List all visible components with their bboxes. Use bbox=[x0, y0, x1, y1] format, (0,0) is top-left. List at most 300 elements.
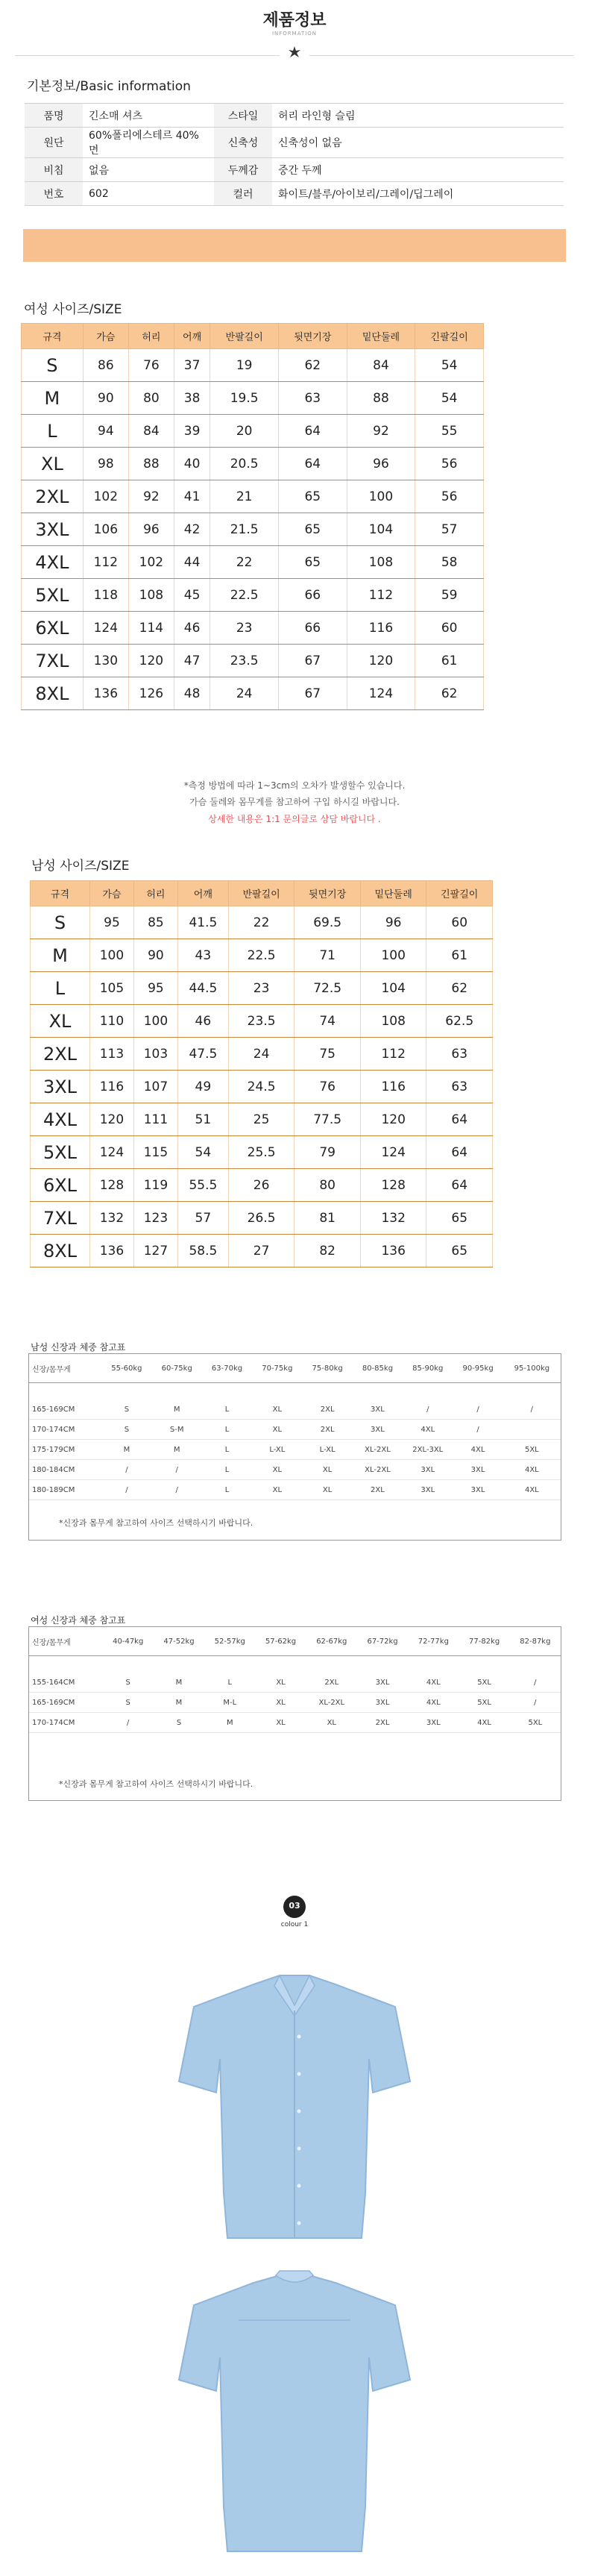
size-cell: 128 bbox=[89, 1169, 133, 1202]
ref-cell: XL bbox=[252, 1400, 302, 1420]
ref-cell: L bbox=[202, 1440, 252, 1460]
ref-cell: S-M bbox=[152, 1420, 202, 1440]
ref-cell: S bbox=[154, 1713, 204, 1733]
size-cell: 58.5 bbox=[177, 1235, 228, 1267]
size-cell: 110 bbox=[89, 1005, 133, 1038]
ref-cell: XL-2XL bbox=[306, 1693, 357, 1713]
size-row bbox=[22, 513, 484, 546]
ref-cell: L bbox=[202, 1400, 252, 1420]
size-cell: 127 bbox=[133, 1235, 177, 1267]
size-cell: 24 bbox=[210, 677, 279, 710]
ref-header-cell: 95-100kg bbox=[503, 1354, 561, 1383]
ref-cell: M bbox=[101, 1440, 151, 1460]
size-label: L bbox=[22, 415, 84, 448]
ref-cell: L-XL bbox=[252, 1440, 302, 1460]
size-cell: 100 bbox=[89, 939, 133, 972]
ref-cell: 5XL bbox=[510, 1713, 561, 1733]
size-row bbox=[31, 939, 493, 972]
size-cell: 96 bbox=[360, 906, 426, 939]
size-cell: 107 bbox=[133, 1071, 177, 1103]
info-value: 화이트/블루/아이보리/그레이/딥그레이 bbox=[272, 182, 564, 206]
size-cell: 24.5 bbox=[228, 1071, 294, 1103]
size-cell: 63 bbox=[426, 1038, 493, 1071]
ref-cell: 3XL bbox=[403, 1480, 453, 1500]
size-cell: 102 bbox=[83, 480, 128, 513]
size-cell: 71 bbox=[294, 939, 361, 972]
ref-cell: 3XL bbox=[353, 1400, 403, 1420]
ref-cell: 2XL bbox=[353, 1480, 403, 1500]
size-cell: 56 bbox=[415, 480, 484, 513]
men-size-table bbox=[30, 880, 493, 1267]
men-size-heading: 남성 사이즈/SIZE bbox=[31, 859, 130, 874]
ref-cell: 4XL bbox=[408, 1673, 459, 1693]
size-cell: 20 bbox=[210, 415, 279, 448]
size-cell: 44.5 bbox=[177, 972, 228, 1005]
info-value: 신축성이 없음 bbox=[272, 128, 564, 158]
size-cell: 23 bbox=[228, 972, 294, 1005]
size-header-cell: 허리 bbox=[133, 881, 177, 906]
size-label: M bbox=[31, 939, 90, 972]
size-cell: 25.5 bbox=[228, 1136, 294, 1169]
size-cell: 41 bbox=[174, 480, 210, 513]
size-label: 7XL bbox=[22, 645, 84, 677]
ref-cell: S bbox=[103, 1673, 154, 1693]
ref-row bbox=[29, 1420, 561, 1440]
basic-info-table bbox=[25, 103, 564, 206]
title-divider-right bbox=[309, 55, 574, 56]
size-cell: 40 bbox=[174, 448, 210, 480]
ref-header-cell: 90-95kg bbox=[453, 1354, 503, 1383]
size-cell: 120 bbox=[89, 1103, 133, 1136]
ref-cell: 3XL bbox=[353, 1420, 403, 1440]
ref-cell: 3XL bbox=[453, 1460, 503, 1480]
size-cell: 23 bbox=[210, 612, 279, 645]
size-cell: 41.5 bbox=[177, 906, 228, 939]
ref-cell: M bbox=[152, 1440, 202, 1460]
size-cell: 48 bbox=[174, 677, 210, 710]
ref-cell: / bbox=[503, 1400, 561, 1420]
ref-cell: / bbox=[152, 1480, 202, 1500]
size-label: 7XL bbox=[31, 1202, 90, 1235]
size-cell: 112 bbox=[83, 546, 128, 579]
size-label: M bbox=[22, 382, 84, 415]
info-key: 번호 bbox=[25, 182, 83, 206]
ref-height: 155-164CM bbox=[29, 1673, 103, 1693]
size-cell: 59 bbox=[415, 579, 484, 612]
size-cell: 111 bbox=[133, 1103, 177, 1136]
size-cell: 51 bbox=[177, 1103, 228, 1136]
size-cell: 69.5 bbox=[294, 906, 361, 939]
size-cell: 20.5 bbox=[210, 448, 279, 480]
size-cell: 108 bbox=[128, 579, 174, 612]
size-row bbox=[31, 972, 493, 1005]
women-size-heading: 여성 사이즈/SIZE bbox=[24, 302, 122, 317]
size-row bbox=[22, 612, 484, 645]
info-key: 비침 bbox=[25, 158, 83, 182]
size-cell: 120 bbox=[128, 645, 174, 677]
ref-cell: M bbox=[204, 1713, 255, 1733]
women-size-table bbox=[21, 323, 484, 710]
size-cell: 44 bbox=[174, 546, 210, 579]
info-key: 신축성 bbox=[214, 128, 272, 158]
size-cell: 92 bbox=[128, 480, 174, 513]
page-subtitle: INFORMATION bbox=[271, 31, 318, 37]
ref-cell: XL bbox=[255, 1713, 306, 1733]
basic-info-heading: 기본정보/Basic information bbox=[27, 79, 191, 94]
size-cell: 49 bbox=[177, 1071, 228, 1103]
ref-header-cell: 47-52kg bbox=[154, 1627, 204, 1656]
shirt-back-image bbox=[149, 2268, 440, 2559]
ref-cell: 5XL bbox=[459, 1693, 509, 1713]
ref-cell: S bbox=[103, 1693, 154, 1713]
colour-badge-label: colour 1 bbox=[280, 1921, 309, 1928]
size-cell: 67 bbox=[278, 677, 347, 710]
size-label: 6XL bbox=[22, 612, 84, 645]
size-cell: 56 bbox=[415, 448, 484, 480]
info-value: 긴소매 셔츠 bbox=[83, 104, 214, 128]
size-cell: 37 bbox=[174, 349, 210, 382]
size-cell: 100 bbox=[133, 1005, 177, 1038]
size-cell: 118 bbox=[83, 579, 128, 612]
ref-height: 165-169CM bbox=[29, 1693, 103, 1713]
ref-row bbox=[29, 1460, 561, 1480]
size-cell: 62.5 bbox=[426, 1005, 493, 1038]
size-header-cell: 어깨 bbox=[177, 881, 228, 906]
ref-cell: 3XL bbox=[357, 1693, 408, 1713]
size-cell: 46 bbox=[174, 612, 210, 645]
size-cell: 104 bbox=[360, 972, 426, 1005]
ref-cell: M bbox=[154, 1693, 204, 1713]
info-row bbox=[25, 182, 564, 206]
size-row bbox=[31, 1071, 493, 1103]
men-ref-table bbox=[29, 1354, 561, 1500]
info-value: 중간 두께 bbox=[272, 158, 564, 182]
ref-height: 165-169CM bbox=[29, 1400, 101, 1420]
size-label: 3XL bbox=[22, 513, 84, 546]
size-row bbox=[31, 1103, 493, 1136]
size-label: 3XL bbox=[31, 1071, 90, 1103]
ref-row bbox=[29, 1693, 561, 1713]
size-cell: 65 bbox=[426, 1235, 493, 1267]
size-cell: 120 bbox=[360, 1103, 426, 1136]
size-cell: 80 bbox=[294, 1169, 361, 1202]
size-cell: 54 bbox=[415, 349, 484, 382]
size-cell: 64 bbox=[426, 1136, 493, 1169]
ref-height: 175-179CM bbox=[29, 1440, 101, 1460]
ref-cell: 5XL bbox=[459, 1673, 509, 1693]
size-row bbox=[31, 906, 493, 939]
size-cell: 132 bbox=[89, 1202, 133, 1235]
ref-cell: / bbox=[510, 1693, 561, 1713]
size-cell: 61 bbox=[426, 939, 493, 972]
size-cell: 58 bbox=[415, 546, 484, 579]
size-cell: 116 bbox=[89, 1071, 133, 1103]
size-cell: 102 bbox=[128, 546, 174, 579]
size-cell: 128 bbox=[360, 1169, 426, 1202]
ref-header-cell: 55-60kg bbox=[101, 1354, 151, 1383]
ref-row bbox=[29, 1713, 561, 1733]
size-cell: 26.5 bbox=[228, 1202, 294, 1235]
measure-note: *측정 방법에 따라 1~3cm의 오차가 발생할수 있습니다. bbox=[183, 780, 406, 791]
size-cell: 38 bbox=[174, 382, 210, 415]
size-cell: 124 bbox=[360, 1136, 426, 1169]
size-cell: 74 bbox=[294, 1005, 361, 1038]
men-ref-heading: 남성 신장과 체중 참고표 bbox=[31, 1342, 126, 1353]
size-cell: 77.5 bbox=[294, 1103, 361, 1136]
size-cell: 72.5 bbox=[294, 972, 361, 1005]
ref-cell: XL bbox=[255, 1673, 306, 1693]
size-cell: 123 bbox=[133, 1202, 177, 1235]
size-cell: 64 bbox=[278, 415, 347, 448]
size-row bbox=[22, 382, 484, 415]
size-header-cell: 뒷면기장 bbox=[294, 881, 361, 906]
ref-header-cell: 신장/몸무게 bbox=[29, 1354, 101, 1383]
size-cell: 112 bbox=[360, 1038, 426, 1071]
info-value: 허리 라인형 슬림 bbox=[272, 104, 564, 128]
ref-header-cell: 75-80kg bbox=[302, 1354, 352, 1383]
ref-cell: / bbox=[510, 1673, 561, 1693]
size-row bbox=[31, 1038, 493, 1071]
info-row bbox=[25, 158, 564, 182]
size-cell: 24 bbox=[228, 1038, 294, 1071]
ref-cell: / bbox=[103, 1713, 154, 1733]
info-row bbox=[25, 104, 564, 128]
info-row bbox=[25, 128, 564, 158]
ref-cell: 4XL bbox=[503, 1460, 561, 1480]
title-divider-left bbox=[15, 55, 280, 56]
size-cell: 88 bbox=[128, 448, 174, 480]
ref-cell: M-L bbox=[204, 1693, 255, 1713]
ref-cell: L bbox=[202, 1420, 252, 1440]
ref-header-cell: 신장/몸무게 bbox=[29, 1627, 103, 1656]
size-cell: 62 bbox=[278, 349, 347, 382]
colour-badge-number: 03 bbox=[289, 1901, 300, 1911]
ref-height: 170-174CM bbox=[29, 1713, 103, 1733]
ref-header-cell: 62-67kg bbox=[306, 1627, 357, 1656]
size-cell: 108 bbox=[347, 546, 415, 579]
size-cell: 115 bbox=[133, 1136, 177, 1169]
ref-cell: 2XL-3XL bbox=[403, 1440, 453, 1460]
size-header-cell: 규격 bbox=[31, 881, 90, 906]
ref-cell bbox=[503, 1420, 561, 1440]
size-cell: 57 bbox=[177, 1202, 228, 1235]
ref-cell: XL bbox=[255, 1693, 306, 1713]
size-cell: 39 bbox=[174, 415, 210, 448]
size-cell: 82 bbox=[294, 1235, 361, 1267]
size-cell: 81 bbox=[294, 1202, 361, 1235]
ref-cell: 2XL bbox=[302, 1420, 352, 1440]
size-cell: 96 bbox=[128, 513, 174, 546]
size-header-cell: 반팔길이 bbox=[210, 324, 279, 349]
ref-header-cell: 85-90kg bbox=[403, 1354, 453, 1383]
size-cell: 65 bbox=[426, 1202, 493, 1235]
info-value: 없음 bbox=[83, 158, 214, 182]
size-cell: 84 bbox=[128, 415, 174, 448]
size-cell: 116 bbox=[347, 612, 415, 645]
size-label: 6XL bbox=[31, 1169, 90, 1202]
ref-header-cell: 70-75kg bbox=[252, 1354, 302, 1383]
size-cell: 105 bbox=[89, 972, 133, 1005]
ref-spacer-row bbox=[29, 1656, 561, 1673]
size-header-cell: 허리 bbox=[128, 324, 174, 349]
leaf-icon bbox=[287, 45, 302, 60]
size-label: S bbox=[31, 906, 90, 939]
size-cell: 88 bbox=[347, 382, 415, 415]
ref-cell: XL bbox=[252, 1420, 302, 1440]
size-header-cell: 밑단둘레 bbox=[347, 324, 415, 349]
size-label: 4XL bbox=[22, 546, 84, 579]
size-header-cell: 반팔길이 bbox=[228, 881, 294, 906]
size-cell: 23.5 bbox=[228, 1005, 294, 1038]
size-cell: 124 bbox=[89, 1136, 133, 1169]
ref-cell: / bbox=[453, 1420, 503, 1440]
size-cell: 63 bbox=[426, 1071, 493, 1103]
men-ref-box bbox=[28, 1353, 561, 1541]
size-row bbox=[22, 448, 484, 480]
size-cell: 66 bbox=[278, 579, 347, 612]
size-header-cell: 긴팔길이 bbox=[426, 881, 493, 906]
size-cell: 27 bbox=[228, 1235, 294, 1267]
size-cell: 55 bbox=[415, 415, 484, 448]
size-cell: 132 bbox=[360, 1202, 426, 1235]
size-cell: 84 bbox=[347, 349, 415, 382]
size-cell: 47 bbox=[174, 645, 210, 677]
info-value: 60%폴리에스테르 40%면 bbox=[83, 128, 214, 158]
size-cell: 46 bbox=[177, 1005, 228, 1038]
info-key: 품명 bbox=[25, 104, 83, 128]
ref-header-cell: 77-82kg bbox=[459, 1627, 509, 1656]
size-row bbox=[22, 645, 484, 677]
ref-header-cell: 67-72kg bbox=[357, 1627, 408, 1656]
info-key: 스타일 bbox=[214, 104, 272, 128]
page-title: 제품정보 bbox=[262, 11, 327, 30]
ref-header-cell: 63-70kg bbox=[202, 1354, 252, 1383]
size-cell: 75 bbox=[294, 1038, 361, 1071]
size-label: 2XL bbox=[22, 480, 84, 513]
size-label: XL bbox=[31, 1005, 90, 1038]
size-cell: 66 bbox=[278, 612, 347, 645]
size-cell: 114 bbox=[128, 612, 174, 645]
info-key: 컬러 bbox=[214, 182, 272, 206]
size-cell: 76 bbox=[294, 1071, 361, 1103]
size-header-cell: 어깨 bbox=[174, 324, 210, 349]
ref-row bbox=[29, 1440, 561, 1460]
women-ref-note: *신장과 몸무게 참고하여 사이즈 선택하시기 바랍니다. bbox=[59, 1779, 253, 1789]
ref-cell: 4XL bbox=[403, 1420, 453, 1440]
shirt-front-image bbox=[149, 1969, 440, 2246]
ref-height: 180-189CM bbox=[29, 1480, 101, 1500]
size-cell: 106 bbox=[83, 513, 128, 546]
size-header-cell: 긴팔길이 bbox=[415, 324, 484, 349]
size-row bbox=[22, 415, 484, 448]
ref-row bbox=[29, 1673, 561, 1693]
size-label: 2XL bbox=[31, 1038, 90, 1071]
size-cell: 119 bbox=[133, 1169, 177, 1202]
size-cell: 42 bbox=[174, 513, 210, 546]
size-cell: 124 bbox=[83, 612, 128, 645]
ref-cell: 4XL bbox=[408, 1693, 459, 1713]
inquiry-note: 상세한 내용은 1:1 문의글로 상담 바랍니다 . bbox=[208, 814, 381, 824]
size-cell: 22.5 bbox=[228, 939, 294, 972]
size-label: 8XL bbox=[22, 677, 84, 710]
info-key: 원단 bbox=[25, 128, 83, 158]
ref-cell: XL bbox=[306, 1713, 357, 1733]
size-cell: 65 bbox=[278, 546, 347, 579]
ref-cell: M bbox=[154, 1673, 204, 1693]
ref-height: 170-174CM bbox=[29, 1420, 101, 1440]
size-cell: 21.5 bbox=[210, 513, 279, 546]
size-cell: 100 bbox=[347, 480, 415, 513]
ref-cell: 2XL bbox=[357, 1713, 408, 1733]
ref-spacer-row bbox=[29, 1383, 561, 1400]
size-cell: 19 bbox=[210, 349, 279, 382]
size-cell: 62 bbox=[415, 677, 484, 710]
size-cell: 126 bbox=[128, 677, 174, 710]
size-row bbox=[22, 579, 484, 612]
size-row bbox=[31, 1005, 493, 1038]
size-cell: 60 bbox=[415, 612, 484, 645]
size-header-cell: 가슴 bbox=[83, 324, 128, 349]
size-header-cell: 밑단둘레 bbox=[360, 881, 426, 906]
size-label: 5XL bbox=[22, 579, 84, 612]
size-cell: 43 bbox=[177, 939, 228, 972]
size-cell: 21 bbox=[210, 480, 279, 513]
size-label: 5XL bbox=[31, 1136, 90, 1169]
ref-cell: L bbox=[202, 1480, 252, 1500]
size-cell: 61 bbox=[415, 645, 484, 677]
size-cell: 104 bbox=[347, 513, 415, 546]
size-cell: 63 bbox=[278, 382, 347, 415]
size-cell: 86 bbox=[83, 349, 128, 382]
ref-cell: / bbox=[403, 1400, 453, 1420]
size-row bbox=[22, 546, 484, 579]
size-cell: 64 bbox=[426, 1169, 493, 1202]
ref-cell: S bbox=[101, 1420, 151, 1440]
size-cell: 64 bbox=[426, 1103, 493, 1136]
size-cell: 76 bbox=[128, 349, 174, 382]
ref-cell: / bbox=[152, 1460, 202, 1480]
women-ref-table bbox=[29, 1627, 561, 1733]
size-cell: 80 bbox=[128, 382, 174, 415]
ref-cell: XL bbox=[252, 1460, 302, 1480]
size-cell: 26 bbox=[228, 1169, 294, 1202]
info-value: 602 bbox=[83, 182, 214, 206]
ref-header-cell: 72-77kg bbox=[408, 1627, 459, 1656]
size-header-cell: 가슴 bbox=[89, 881, 133, 906]
ref-header-cell: 40-47kg bbox=[103, 1627, 154, 1656]
size-cell: 124 bbox=[347, 677, 415, 710]
ref-cell: XL bbox=[302, 1460, 352, 1480]
size-cell: 100 bbox=[360, 939, 426, 972]
size-cell: 136 bbox=[83, 677, 128, 710]
size-cell: 112 bbox=[347, 579, 415, 612]
size-cell: 95 bbox=[133, 972, 177, 1005]
size-cell: 22 bbox=[228, 906, 294, 939]
size-cell: 19.5 bbox=[210, 382, 279, 415]
size-cell: 79 bbox=[294, 1136, 361, 1169]
size-cell: 22 bbox=[210, 546, 279, 579]
size-cell: 65 bbox=[278, 513, 347, 546]
size-cell: 103 bbox=[133, 1038, 177, 1071]
ref-header-cell: 60-75kg bbox=[152, 1354, 202, 1383]
size-label: L bbox=[31, 972, 90, 1005]
size-cell: 116 bbox=[360, 1071, 426, 1103]
size-cell: 96 bbox=[347, 448, 415, 480]
ref-row bbox=[29, 1400, 561, 1420]
size-cell: 25 bbox=[228, 1103, 294, 1136]
ref-cell: XL bbox=[302, 1480, 352, 1500]
ref-cell: 3XL bbox=[403, 1460, 453, 1480]
